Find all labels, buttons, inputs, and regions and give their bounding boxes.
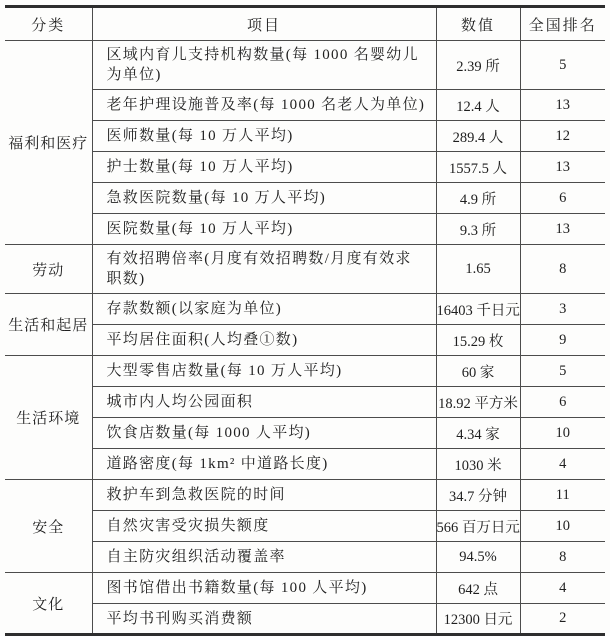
value-cell: 9.3 所 xyxy=(436,214,520,245)
table-row xyxy=(5,294,605,325)
col-header-item: 项目 xyxy=(92,7,436,41)
item-cell: 平均书刊购买消费额 xyxy=(92,604,436,635)
value-cell: 4.9 所 xyxy=(436,183,520,214)
rank-cell: 4 xyxy=(520,573,605,604)
rank-cell: 8 xyxy=(520,245,605,294)
item-cell: 区域内育儿支持机构数量(每 1000 名婴幼儿为单位) xyxy=(92,41,436,90)
item-cell: 大型零售店数量(每 10 万人平均) xyxy=(92,356,436,387)
item-cell: 自然灾害受灾损失额度 xyxy=(92,511,436,542)
table-row xyxy=(5,604,605,635)
table-row xyxy=(5,325,605,356)
table-row xyxy=(5,41,605,90)
value-cell: 60 家 xyxy=(436,356,520,387)
value-cell: 18.92 平方米 xyxy=(436,387,520,418)
rank-cell: 11 xyxy=(520,480,605,511)
table-row xyxy=(5,183,605,214)
rank-cell: 4 xyxy=(520,449,605,480)
item-cell: 存款数额(以家庭为单位) xyxy=(92,294,436,325)
value-cell: 12300 日元 xyxy=(436,604,520,635)
item-cell: 饮食店数量(每 1000 人平均) xyxy=(92,418,436,449)
category-cell-labor: 劳动 xyxy=(5,245,92,294)
item-cell: 护士数量(每 10 万人平均) xyxy=(92,152,436,183)
category-cell-safety: 安全 xyxy=(5,480,92,573)
table-row xyxy=(5,418,605,449)
table-row xyxy=(5,573,605,604)
item-cell: 医师数量(每 10 万人平均) xyxy=(92,121,436,152)
value-cell: 642 点 xyxy=(436,573,520,604)
col-header-rank: 全国排名 xyxy=(520,7,605,41)
rank-cell: 6 xyxy=(520,183,605,214)
category-cell-welfare-medical: 福利和医疗 xyxy=(5,41,92,245)
table-row xyxy=(5,90,605,121)
item-cell: 医院数量(每 10 万人平均) xyxy=(92,214,436,245)
item-cell: 有效招聘倍率(月度有效招聘数/月度有效求职数) xyxy=(92,245,436,294)
item-cell: 急救医院数量(每 10 万人平均) xyxy=(92,183,436,214)
rank-cell: 10 xyxy=(520,511,605,542)
rank-cell: 13 xyxy=(520,152,605,183)
value-cell: 15.29 枚 xyxy=(436,325,520,356)
rank-cell: 6 xyxy=(520,387,605,418)
table-row xyxy=(5,152,605,183)
table-row xyxy=(5,245,605,294)
value-cell: 566 百万日元 xyxy=(436,511,520,542)
category-cell-culture: 文化 xyxy=(5,573,92,635)
item-cell: 救护车到急救医院的时间 xyxy=(92,480,436,511)
table-row xyxy=(5,511,605,542)
value-cell: 1.65 xyxy=(436,245,520,294)
value-cell: 12.4 人 xyxy=(436,90,520,121)
rank-cell: 5 xyxy=(520,41,605,90)
value-cell: 289.4 人 xyxy=(436,121,520,152)
col-header-category: 分类 xyxy=(5,7,92,41)
category-cell-living: 生活和起居 xyxy=(5,294,92,356)
rank-cell: 13 xyxy=(520,214,605,245)
rank-cell: 8 xyxy=(520,542,605,573)
category-cell-environment: 生活环境 xyxy=(5,356,92,480)
item-cell: 图书馆借出书籍数量(每 100 人平均) xyxy=(92,573,436,604)
rank-cell: 10 xyxy=(520,418,605,449)
table-row xyxy=(5,542,605,573)
rank-cell: 9 xyxy=(520,325,605,356)
table-row xyxy=(5,387,605,418)
item-cell: 平均居住面积(人均叠①数) xyxy=(92,325,436,356)
value-cell: 1557.5 人 xyxy=(436,152,520,183)
item-cell: 老年护理设施普及率(每 1000 名老人为单位) xyxy=(92,90,436,121)
value-cell: 4.34 家 xyxy=(436,418,520,449)
rank-cell: 5 xyxy=(520,356,605,387)
item-cell: 道路密度(每 1km² 中道路长度) xyxy=(92,449,436,480)
city-statistics-table xyxy=(5,5,605,636)
table-row xyxy=(5,356,605,387)
col-header-value: 数值 xyxy=(436,7,520,41)
value-cell: 16403 千日元 xyxy=(436,294,520,325)
item-cell: 城市内人均公园面积 xyxy=(92,387,436,418)
table-row xyxy=(5,214,605,245)
table-row xyxy=(5,449,605,480)
value-cell: 34.7 分钟 xyxy=(436,480,520,511)
value-cell: 94.5% xyxy=(436,542,520,573)
value-cell: 2.39 所 xyxy=(436,41,520,90)
rank-cell: 2 xyxy=(520,604,605,635)
table-row xyxy=(5,121,605,152)
value-cell: 1030 米 xyxy=(436,449,520,480)
rank-cell: 12 xyxy=(520,121,605,152)
rank-cell: 13 xyxy=(520,90,605,121)
rank-cell: 3 xyxy=(520,294,605,325)
item-cell: 自主防灾组织活动覆盖率 xyxy=(92,542,436,573)
table-row xyxy=(5,480,605,511)
header-row xyxy=(5,7,605,41)
